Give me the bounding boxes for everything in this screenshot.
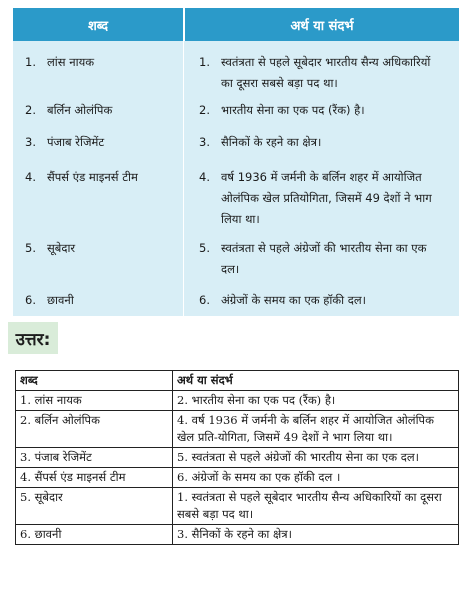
- answer-meaning-cell: 5. स्वतंत्रता से पहले अंग्रेजों की भारतीय सेना का एक दल।: [173, 448, 459, 468]
- answer-table-header: [16, 371, 459, 391]
- word-cell: सैंपर्स एंड माइनर्स टीम: [47, 170, 138, 184]
- answer-meaning-cell: 3. सैनिकों के रहने का क्षेत्र।: [173, 525, 459, 545]
- header-word: शब्द: [13, 8, 185, 41]
- answer-word-cell: 2. बर्लिन ओलंपिक: [16, 411, 173, 448]
- meaning-cell: भारतीय सेना का एक पद (रैंक) है।: [221, 103, 365, 117]
- row-number: 2.: [25, 103, 36, 117]
- meaning-cell: स्वतंत्रता से पहले अंग्रेजों की भारतीय सेना का एक दल।: [221, 241, 427, 276]
- meaning-cell: अंग्रेजों के समय का एक हॉकी दल।: [221, 293, 367, 307]
- answer-row: [16, 411, 459, 448]
- meaning-number: 4.: [199, 170, 210, 184]
- question-row: [13, 162, 459, 232]
- row-number: 6.: [25, 293, 36, 307]
- row-number: 5.: [25, 241, 36, 255]
- meaning-cell: वर्ष 1936 में जर्मनी के बर्लिन शहर में आयोजित ओलंपिक खेल प्रतियोगिता, जिसमें 49 देशों ने भाग लिया था।: [221, 170, 432, 226]
- answer-row: [16, 488, 459, 525]
- answer-row: [16, 391, 459, 411]
- word-cell: छावनी: [47, 293, 74, 307]
- question-row: [13, 41, 459, 96]
- question-table-header: [13, 8, 459, 41]
- answer-table: [15, 370, 459, 545]
- question-row: [13, 282, 459, 316]
- question-row: [13, 130, 459, 162]
- column-divider: [183, 41, 184, 316]
- answer-word-cell: 3. पंजाब रेजिमेंट: [16, 448, 173, 468]
- answer-header-meaning: अर्थ या संदर्भ: [173, 371, 459, 391]
- answer-row: [16, 448, 459, 468]
- answer-row: [16, 468, 459, 488]
- answer-meaning-cell: 4. वर्ष 1936 में जर्मनी के बर्लिन शहर में आयोजित ओलंपिक खेल प्रति-योगिता, जिसमें 49 देशों ने भाग लिया था।: [173, 411, 459, 448]
- meaning-number: 3.: [199, 135, 210, 149]
- answer-label: उत्तर:: [8, 322, 58, 354]
- answer-word-cell: 1. लांस नायक: [16, 391, 173, 411]
- header-meaning: अर्थ या संदर्भ: [290, 18, 354, 34]
- word-cell: सूबेदार: [47, 241, 76, 255]
- meaning-cell: स्वतंत्रता से पहले सूबेदार भारतीय सैन्य अधिकारियों का दूसरा सबसे बड़ा पद था।: [221, 55, 431, 90]
- meaning-number: 1.: [199, 55, 210, 69]
- question-row: [13, 232, 459, 282]
- row-number: 1.: [25, 55, 36, 69]
- meaning-number: 5.: [199, 241, 210, 255]
- word-cell: बर्लिन ओलंपिक: [47, 103, 113, 117]
- answer-header-word: शब्द: [16, 371, 173, 391]
- word-cell: लांस नायक: [47, 55, 95, 69]
- word-cell: पंजाब रेजिमेंट: [47, 135, 105, 149]
- answer-meaning-cell: 6. अंग्रेजों के समय का एक हॉकी दल ।: [173, 468, 459, 488]
- answer-word-cell: 4. सैंपर्स एंड माइनर्स टीम: [16, 468, 173, 488]
- row-number: 3.: [25, 135, 36, 149]
- meaning-number: 6.: [199, 293, 210, 307]
- answer-word-cell: 6. छावनी: [16, 525, 173, 545]
- meaning-number: 2.: [199, 103, 210, 117]
- meaning-cell: सैनिकों के रहने का क्षेत्र।: [221, 135, 322, 149]
- answer-meaning-cell: 2. भारतीय सेना का एक पद (रैंक) है।: [173, 391, 459, 411]
- question-table-body: [13, 41, 459, 316]
- answer-word-cell: 5. सूबेदार: [16, 488, 173, 525]
- question-table: [13, 8, 459, 316]
- answer-row: [16, 525, 459, 545]
- row-number: 4.: [25, 170, 36, 184]
- answer-meaning-cell: 1. स्वतंत्रता से पहले सूबेदार भारतीय सैन्य अधिकारियों का दूसरा सबसे बड़ा पद था।: [173, 488, 459, 525]
- question-row: [13, 96, 459, 130]
